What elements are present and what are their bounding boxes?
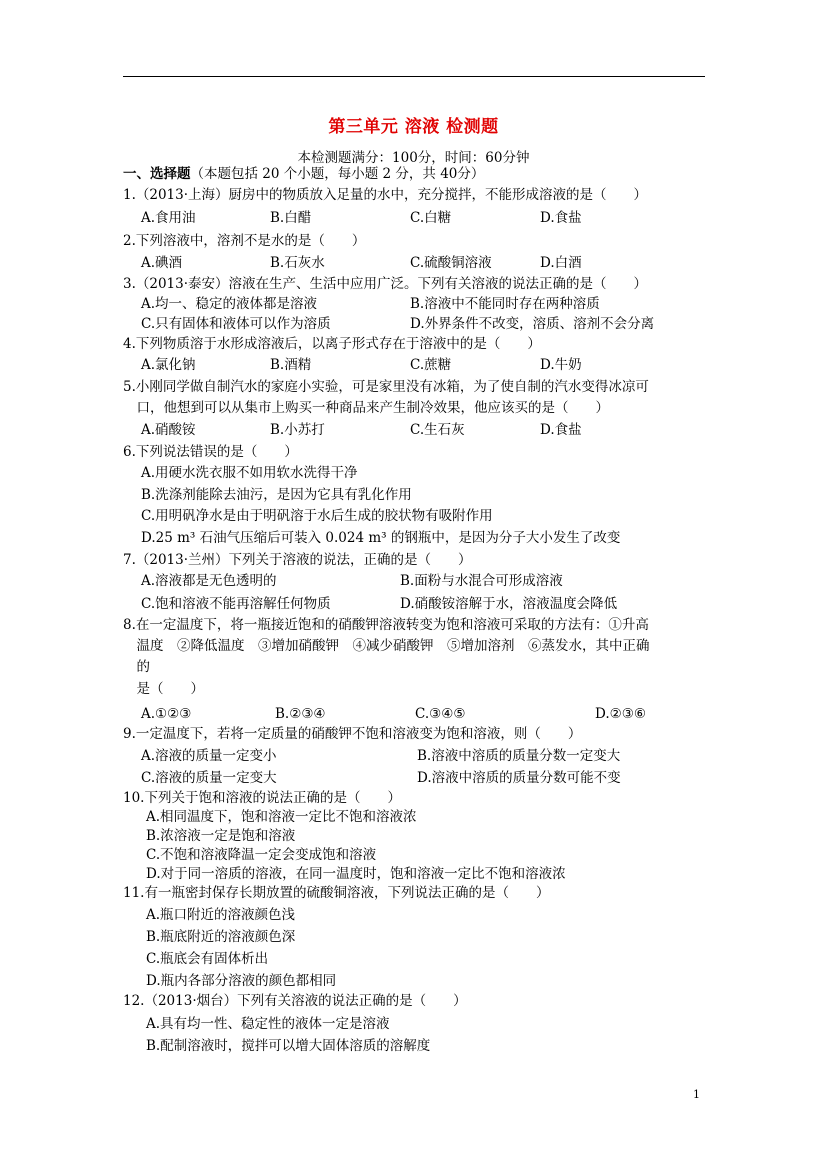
question-1-option: C.白糖 (410, 210, 452, 226)
question-8-stem: 是（ ） (123, 681, 204, 697)
question-8-stem: 的 (123, 659, 150, 675)
question-10-option: D.对于同一溶质的溶液，在同一温度时，饱和溶液一定比不饱和溶液浓 (146, 866, 566, 882)
question-6-option: C.用明矾净水是由于明矾溶于水后生成的胶状物有吸附作用 (141, 508, 493, 524)
question-12-option: A.具有均一性、稳定性的液体一定是溶液 (146, 1016, 390, 1032)
page-title: 第三单元 溶液 检测题 (328, 117, 499, 137)
question-12-option: B.配制溶液时，搅拌可以增大固体溶质的溶解度 (146, 1038, 431, 1054)
question-5-option: D.食盐 (540, 422, 582, 438)
question-2-stem: 2.下列溶液中，溶剂不是水的是（ ） (123, 233, 366, 249)
section-heading (123, 166, 484, 182)
question-5-option: B.小苏打 (270, 422, 325, 438)
question-12-stem: 12.（2013·烟台）下列有关溶液的说法正确的是（ ） (123, 993, 467, 1009)
question-11-stem: 11.有一瓶密封保存长期放置的硫酸铜溶液，下列说法正确的是（ ） (123, 885, 550, 901)
question-7-option: D.硝酸铵溶解于水，溶液温度会降低 (400, 596, 618, 612)
question-3-option: C.只有固体和液体可以作为溶质 (141, 316, 331, 332)
question-9-option: D.溶液中溶质的质量分数可能不变 (417, 770, 621, 786)
question-8-stem: 8.在一定温度下，将一瓶接近饱和的硝酸钾溶液转变为饱和溶液可采取的方法有：①升高 (123, 617, 649, 633)
question-8-option: C.③④⑤ (415, 706, 466, 722)
question-6-option: A.用硬水洗衣服不如用软水洗得干净 (141, 465, 358, 481)
question-5-option: A.硝酸铵 (141, 422, 196, 438)
question-9-option: C.溶液的质量一定变大 (141, 770, 277, 786)
question-3-option: B.溶液中不能同时存在两种溶质 (410, 296, 600, 312)
question-5-stem: 口，他想到可以从集市上购买一种商品来产生制冷效果，他应该买的是（ ） (123, 400, 609, 416)
question-10-option: A.相同温度下，饱和溶液一定比不饱和溶液浓 (146, 809, 417, 825)
question-3-option: A.均一、稳定的液体都是溶液 (141, 296, 318, 312)
question-6-stem: 6.下列说法错误的是（ ） (123, 444, 298, 460)
question-1-option: A.食用油 (141, 210, 196, 226)
header-rule (123, 76, 705, 77)
question-4-option: C.蔗糖 (410, 357, 452, 373)
question-2-option: D.白酒 (540, 255, 582, 271)
section-heading-label: 一、选择题 (123, 166, 191, 182)
page-subtitle: 本检测题满分：100分，时间：60分钟 (297, 150, 530, 166)
question-5-stem: 5.小刚同学做自制汽水的家庭小实验，可是家里没有冰箱，为了使自制的汽水变得冰凉可 (123, 379, 649, 395)
question-7-stem: 7.（2013·兰州）下列关于溶液的说法，正确的是（ ） (123, 552, 472, 568)
question-2-option: B.石灰水 (270, 255, 325, 271)
question-9-option: A.溶液的质量一定变小 (141, 748, 277, 764)
question-11-option: D.瓶内各部分溶液的颜色都相同 (146, 973, 337, 989)
section-heading-note: （本题包括 20 个小题，每小题 2 分，共 40分） (190, 166, 485, 182)
question-8-option: B.②③④ (275, 706, 326, 722)
question-7-option: B.面粉与水混合可形成溶液 (400, 573, 563, 589)
question-8-stem: 温度 ②降低温度 ③增加硝酸钾 ④减少硝酸钾 ⑤增加溶剂 ⑥蒸发水，其中正确 (123, 638, 650, 654)
question-7-option: C.饱和溶液不能再溶解任何物质 (141, 596, 331, 612)
question-1-option: B.白醋 (270, 210, 312, 226)
question-8-option: D.②③⑥ (595, 706, 646, 722)
question-1-stem: 1.（2013·上海）厨房中的物质放入足量的水中，充分搅拌，不能形成溶液的是（ ） (123, 187, 648, 203)
question-3-option: D.外界条件不改变，溶质、溶剂不会分离 (410, 316, 655, 332)
question-3-stem: 3.（2013·泰安）溶液在生产、生活中应用广泛。下列有关溶液的说法正确的是（ ） (123, 276, 648, 292)
question-11-option: C.瓶底会有固体析出 (146, 951, 269, 967)
question-8-option: A.①②③ (141, 706, 192, 722)
question-9-option: B.溶液中溶质的质量分数一定变大 (417, 748, 621, 764)
question-1-option: D.食盐 (540, 210, 582, 226)
question-7-option: A.溶液都是无色透明的 (141, 573, 277, 589)
question-11-option: A.瓶口附近的溶液颜色浅 (146, 907, 296, 923)
question-4-option: B.酒精 (270, 357, 312, 373)
question-10-stem: 10.下列关于饱和溶液的说法正确的是（ ） (123, 790, 401, 806)
question-2-option: C.硫酸铜溶液 (410, 255, 492, 271)
question-6-option: B.洗涤剂能除去油污，是因为它具有乳化作用 (141, 487, 412, 503)
page-number: 1 (693, 1088, 700, 1101)
question-10-option: C.不饱和溶液降温一定会变成饱和溶液 (146, 847, 377, 863)
question-6-option: D.25 m³ 石油气压缩后可装入 0.024 m³ 的钢瓶中，是因为分子大小发生了改变 (141, 530, 621, 546)
question-4-stem: 4.下列物质溶于水形成溶液后，以离子形式存在于溶液中的是（ ） (123, 336, 541, 352)
question-4-option: A.氯化钠 (141, 357, 196, 373)
question-11-option: B.瓶底附近的溶液颜色深 (146, 929, 296, 945)
question-2-option: A.碘酒 (141, 255, 183, 271)
question-9-stem: 9.一定温度下，若将一定质量的硝酸钾不饱和溶液变为饱和溶液，则（ ） (123, 726, 582, 742)
question-10-option: B.浓溶液一定是饱和溶液 (146, 828, 296, 844)
question-5-option: C.生石灰 (410, 422, 465, 438)
question-4-option: D.牛奶 (540, 357, 582, 373)
